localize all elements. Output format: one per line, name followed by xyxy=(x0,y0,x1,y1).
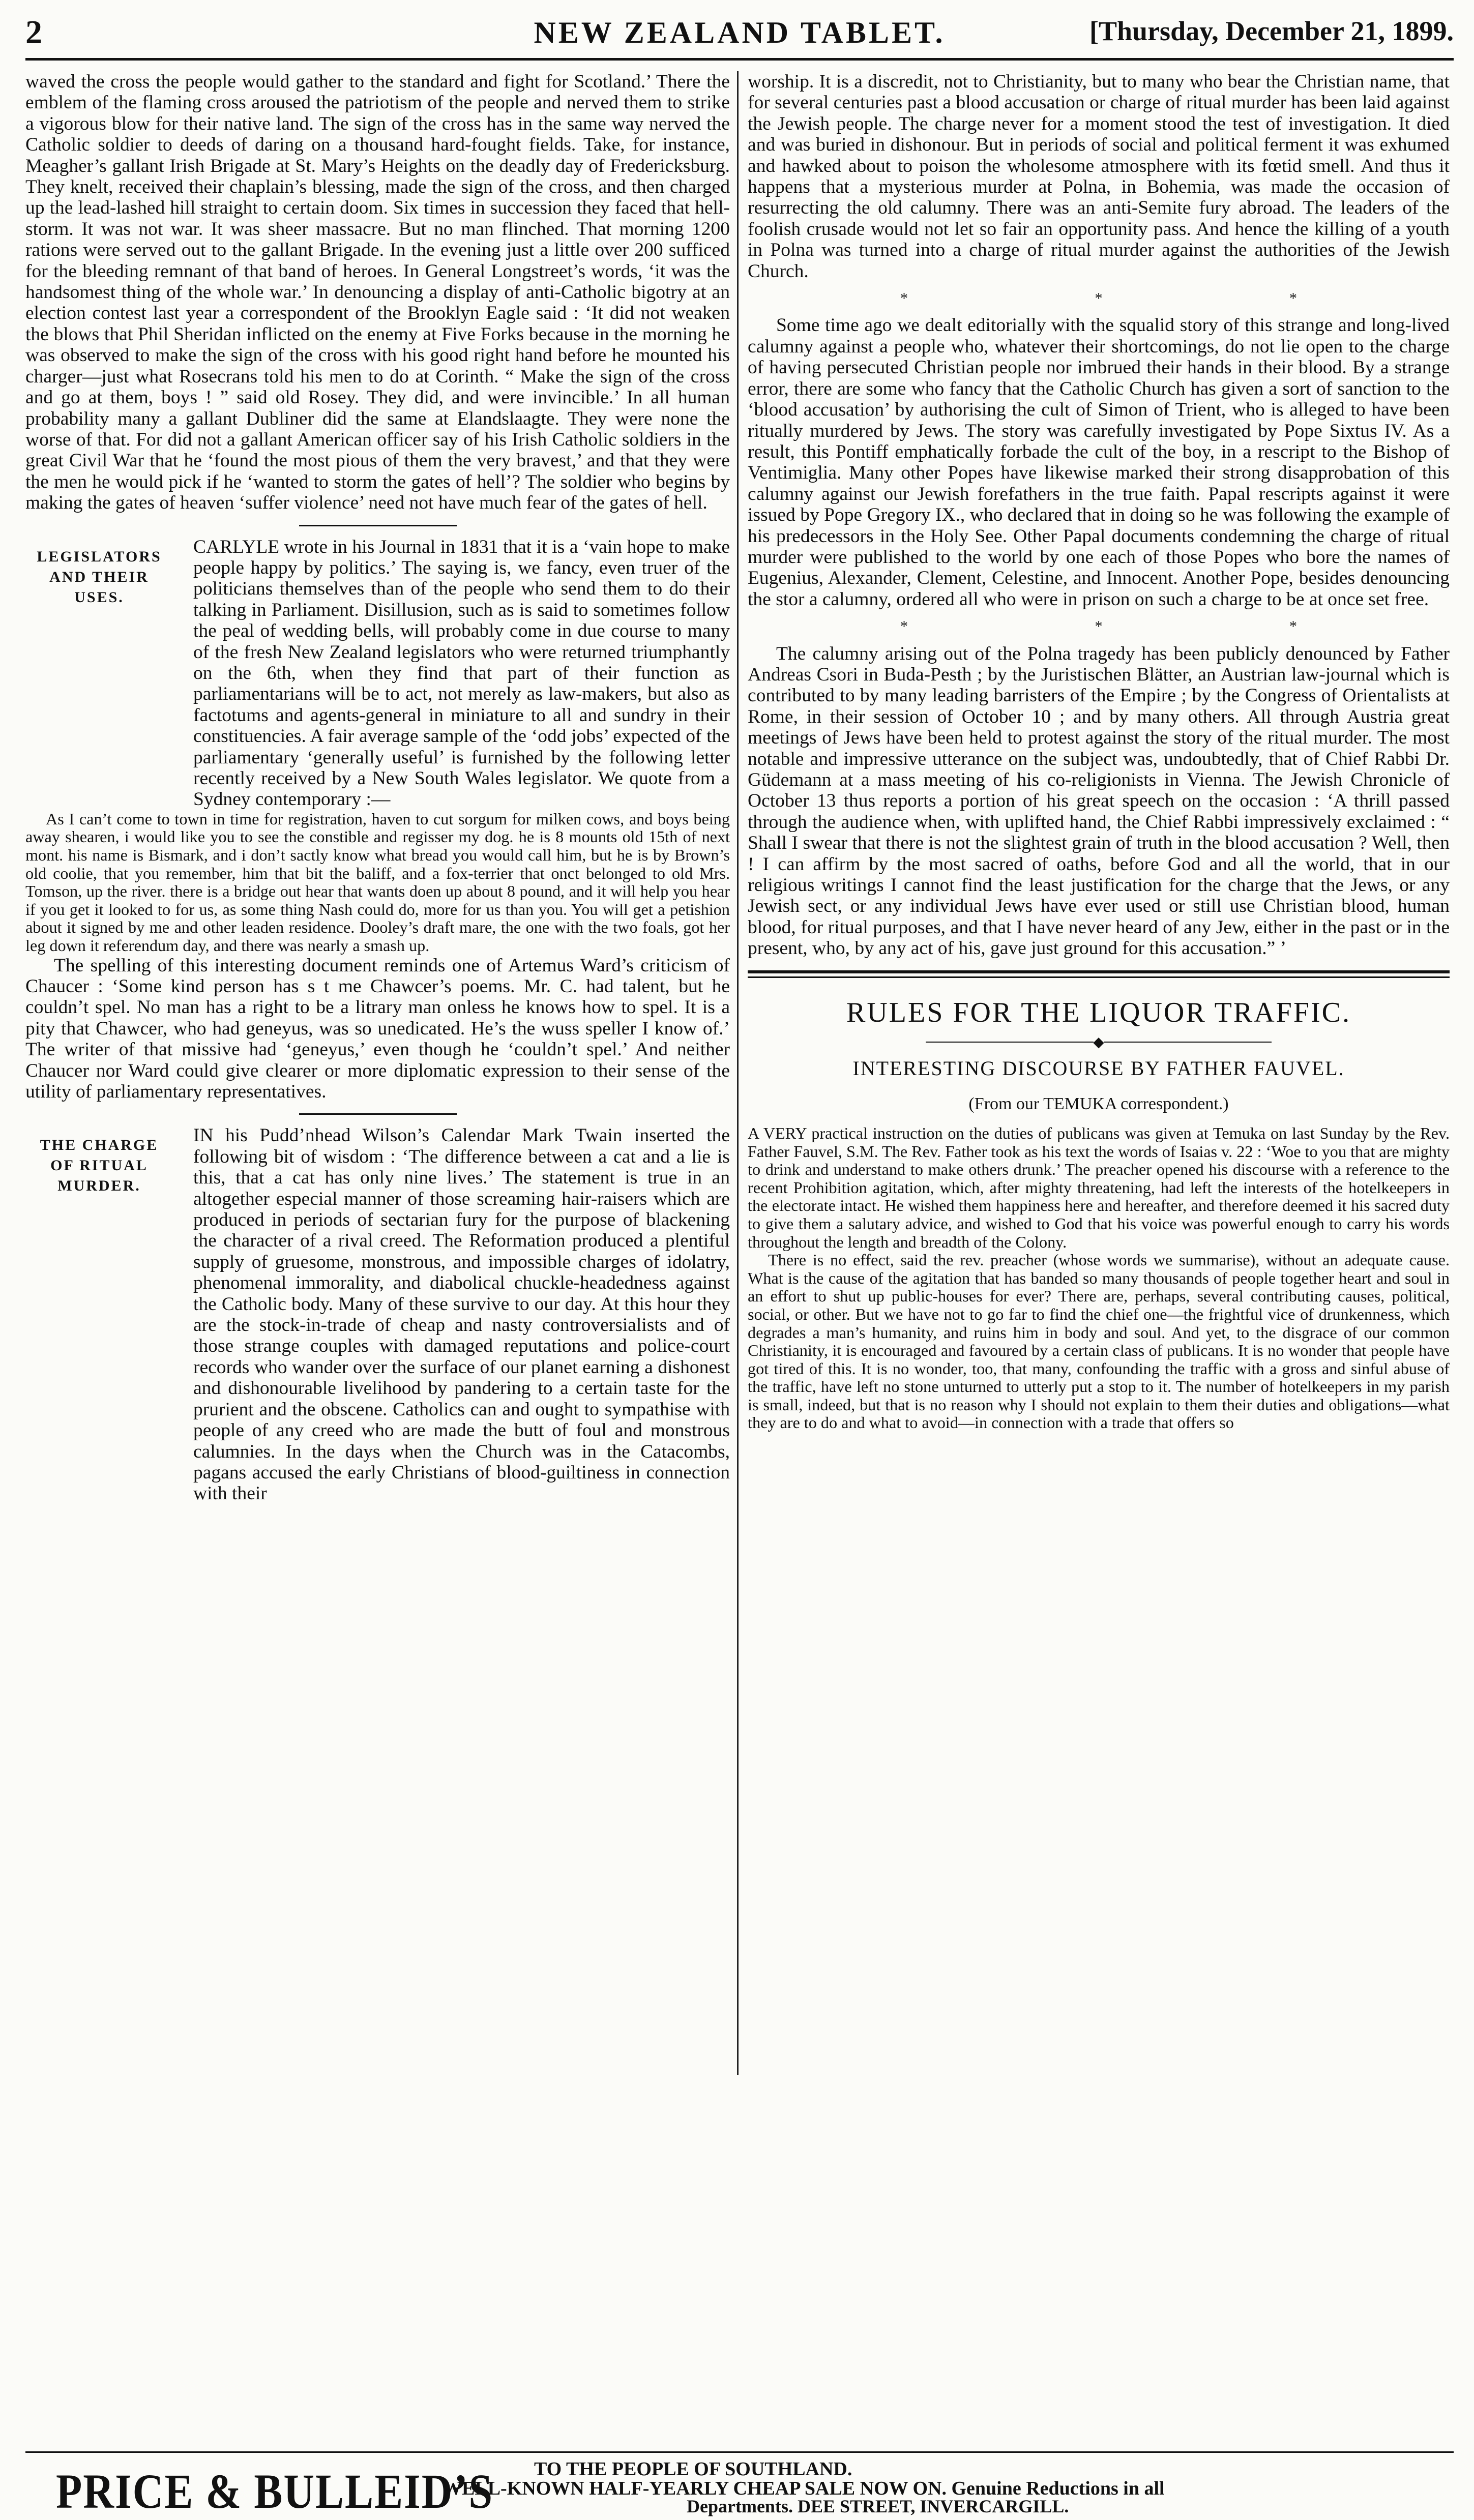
section-stars: * * * xyxy=(900,290,1389,307)
constituent-letter xyxy=(25,810,730,955)
legislators-paragraph: CARLYLE wrote in his Journal in 1831 that it is a ‘vain hope to make people happy by politics.’ The saying is, we fancy, even truer of the politicians themselves than of the people who send them to do their talking in Parliament. Disillusion, such as is said to sometimes follow the peal of wedding bells, will probably come in due course to many of the fresh New Zealand legislators who were returned triumphantly on the 6th, when they find that part of their function as parliamentarians will be to act, not merely as law-makers, but also as factotums and agents-general in miniature to all and sundry in their constituencies. A fair average sample of the ‘odd jobs’ expected of the parliamentary ‘generally useful’ is furnished by the following letter recently received by a New South Wales legislator. We quote from a Sydney contemporary :— xyxy=(193,536,730,810)
masthead xyxy=(25,9,1454,61)
issue-date: [Thursday, December 21, 1899. xyxy=(1089,16,1454,46)
legislators-section xyxy=(25,537,730,1103)
liquor-article xyxy=(748,1124,1450,1432)
liquor-headline: RULES FOR THE LIQUOR TRAFFIC. xyxy=(846,996,1351,1028)
newspaper-title: NEW ZEALAND TABLET. xyxy=(534,16,946,49)
correspondent-credit: (From our TEMUKA correspondent.) xyxy=(968,1094,1229,1113)
legislators-side-heading: LEGISLATORS AND THEIR USES. xyxy=(37,548,162,606)
chaucer-paragraph: The spelling of this interesting document reminds one of Artemus Ward’s criticism of Chaucer : ‘Some kind person has s t me Chawcer’s poems. Mr. C. had talent, but he couldn’t spel. No man has a right to be a litrary man onless he knows how to spel. It is a pity that Chawcer, who had geneyus, was so unedicated. He’s the wuss speller I know of.’ The writer of that missive had ‘geneyus,’ even though he ‘couldn’t spel.’ And neither Chaucer nor Ward could give clearer or more diplomatic expression to their sense of the utility of parliamentary representatives. xyxy=(25,955,730,1102)
polna-paragraph: worship. It is a discredit, not to Christianity, but to many who bear the Christian name, that for several centuries past a blood accusation or charge of ritual murder has been laid against the Jewish people. The charge never for a moment stood the test of investigation. It died and was buried in dishonour. But in periods of social and political ferment it was exhumed and hawked about to poison the wholesome atmosphere with its fœtid smell. And thus it happens that a mysterious murder at Polna, in Bohemia, was made the occasion of resurrecting the old calumny. There was an anti-Semite fury abroad. The leaders of the foolish crusade would not let so fair an opportunity pass. And hence the killing of a youth in Polna was turned into a charge of ritual murder against the authorities of the Jewish Church. xyxy=(748,71,1450,282)
ritual-murder-section xyxy=(25,1125,730,1504)
letter-text: As I can’t come to town in time for registration, haven to cut sorgum for milken cows, and boys being away shearen, i would like you to see the constible and regisser my dog. he is 8 mounts old 15th of next mont. his name is Bismark, and i don’t sactly know what bread you would call him, but he is by Brown’s old coolie, that you remember, him that bit the baliff, and a fox-terrier that onct belonged to old Mrs. Tomson, up the river. there is a bridge out hear that wants doen up about 8 pound, and it will help you hear if you get it looked to for us, as some thing Nash could do, more for us than you. You will get a petishion about it signed by me and other leaden residence. Dooley’s draft mare, the one with the two foals, got her leg down it referendum day, and there was nearly a smash up. xyxy=(25,809,730,955)
ad-line: WELL-KNOWN HALF-YEARLY CHEAP SALE NOW ON. Genuine Reductions in all xyxy=(443,2478,1165,2499)
chaucer-block xyxy=(25,955,730,1103)
sign-of-cross-paragraph: waved the cross the people would gather to the standard and fight for Scotland.’ There the emblem of the flaming cross aroused the patriotism of the people and nerved them to strike a vigorous blow for their native land. The sign of the cross has in the same way nerved the Catholic soldier to deeds of daring on a thousand hard-fought fields. Take, for instance, Meagher’s gallant Irish Brigade at St. Mary’s Heights on the deadly day of Fredericksburg. They knelt, received their chaplain’s blessing, made the sign of the cross, and then charged up the lead-lashed hill straight to certain doom. Six times in succession they faced that hell-storm. It was not war. It was sheer massacre. But no man flinched. That morning 1200 rations were served out to the gallant Brigade. In the evening just a little over 200 sufficed for the bleeding remnant of that band of heroes. In General Longstreet’s words, ‘it was the handsomest thing of the whole war.’ In denouncing a display of anti-Catholic bigotry at an election contest last year a correspondent of the Brooklyn Eagle said : ‘It did not weaken the blows that Phil Sheridan inflicted on the enemy at Five Forks because in the morning he was observed to make the sign of the cross with his good right hand before he mounted his charger—just what Rosecrans told his men to do at Corinth. “ Make the sign of the cross and go at them, boys ! ” said old Rosey. They did, and were invincible.’ In all human probability many a gallant Dubliner did the same at Elandslaagte. They were none the worse of that. For did not a gallant American officer say of his Irish Catholic soldiers in the great Civil War that he ‘found the most pious of them the very bravest,’ and that they were the men he would pick if he ‘wanted to storm the gates of hell’? The soldier who begins by making the gates of heaven ‘suffer violence’ need not have much fear of the gates of hell. xyxy=(25,71,730,514)
ad-line: Departments. DEE STREET, INVERCARGILL. xyxy=(687,2496,1069,2516)
column-divider xyxy=(737,71,739,2075)
section-stars: * * * xyxy=(900,618,1389,635)
ad-line: TO THE PEOPLE OF SOUTHLAND. xyxy=(534,2458,852,2480)
section-rule xyxy=(299,525,457,526)
liquor-paragraph: There is no effect, said the rev. preacher (whose words we summarise), without an adequate cause. What is the cause of the agitation that has banded so many thousands of people together heart and soul in an effort to shut up public-houses for ever? There are, perhaps, several contributing causes, political, social, or other. But we have not to go far to find the chief one—the frightful vice of drunkenness, which degrades a man’s humanity, and ruins him in body and soul. And yet, to the disgrace of our common Christianity, it is encouraged and favoured by a certain class of publicans. It is no wonder that people have got tired of this. It is no wonder, too, that many, confounding the traffic with a gross and sinful abuse of the traffic, have left no stone unturned to utterly put a stop to it. The number of hotelkeepers in my parish is small, indeed, but that is no reason why I should not explain to them their duties and obligations—what they are to do and what to avoid—in connection with a trade that offers so xyxy=(748,1251,1450,1432)
ritual-murder-paragraph: IN his Pudd’nhead Wilson’s Calendar Mark Twain inserted the following bit of wisdom : ‘The difference between a cat and a lie is this, that a cat has only nine lives.’ The statement is true in an altogether especial manner of those screaming hair-raisers which are produced in periods of sectarian fury for the purpose of blackening the character of a rival creed. The Reformation produced a plentiful supply of gruesome, monstrous, and impossible charges of idolatry, phenomenal immorality, and diabolical chuckle-headedness against the Catholic body. Many of these survive to our day. At this hour they are the stock-in-trade of cheap and nasty controversialists and of those strange couples with damaged reputations and police-court records who wander over the surface of our planet earning a dishonest and dishonourable livelihood by pandering to a certain taste for the prurient and the obscene. Catholics can and ought to sympathise with people of any creed who are made the butt of foul and monstrous calumnies. In the days when the Church was in the Catacombs, pagans accused the early Christians of blood-guiltiness in connection with their xyxy=(193,1125,730,1504)
advertiser-name: PRICE & BULLEID’S xyxy=(56,2465,494,2519)
double-rule xyxy=(748,970,1450,978)
ornament-rule: ◆ xyxy=(748,1030,1450,1053)
footer-advertisement xyxy=(25,2451,1454,2519)
liquor-subhead: INTERESTING DISCOURSE BY FATHER FAUVEL. xyxy=(852,1057,1345,1080)
section-rule xyxy=(299,1113,457,1115)
liquor-paragraph: A VERY practical instruction on the duties of publicans was given at Temuka on last Sunday by the Rev. Father Fauvel, S.M. The Rev. Father took as his text the words of Isaias v. 22 : ‘Woe to you that are mighty to drink and understand to make others drunk.’ The preacher opened his discourse with a reference to the recent Prohibition agitation, which, after mighty threatening, had left the interests of the hotelkeepers in the electorate intact. He wished them happiness here and hereafter, and therefore deemed it his sacred duty to give them a salutary advice, and wished to God that his voice was powerful enough to carry his words throughout the length and breadth of the Colony. xyxy=(748,1123,1450,1251)
page-number: 2 xyxy=(25,14,42,51)
ritual-murder-side-heading: THE CHARGE OF RITUAL MURDER. xyxy=(40,1137,159,1195)
left-column xyxy=(25,71,730,2477)
right-column xyxy=(748,71,1450,2477)
papal-paragraph: Some time ago we dealt editorially with the squalid story of this strange and long-lived calumny against a people who, whatever their shortcomings, do not lie open to the charge of having persecuted Christian people nor imbrued their hands in their blood. By a strange error, there are some who fancy that the Catholic Church has given a sort of sanction to the ‘blood accusation’ by authorising the cult of Simon of Trient, who is alleged to have been ritually murdered by Jews. The story was carefully investigated by Pope Sixtus IV. As a result, this Pontiff emphatically forbade the cult of the boy, in a rescript to the Bishop of Ventimiglia. Many other Popes have likewise marked their strong disapprobation of this calumny against our Jewish forefathers in the true faith. Papal rescripts against it were issued by Pope Gregory IX., who declared that in doing so he was following the example of his predecessors in the Holy See. Other Papal documents condemning the charge of ritual murder were published to the world by one each of those Popes who bore the names of Eugenius, Alexander, Clement, Celestine, and Innocent. Another Pope, besides denouncing the stor a calumny, ordered all who were in prison on such a charge to be at once set free. xyxy=(748,315,1450,610)
rabbi-paragraph: The calumny arising out of the Polna tragedy has been publicly denounced by Father Andreas Csori in Buda-Pesth ; by the Juristischen Blätter, an Austrian law-journal which is contributed to by many leading barristers of the Empire ; by the Congress of Orientalists at Rome, in their session of October 10 ; and by many others. All through Austria great meetings of Jews have been held to protest against the story of the ritual murder. The most notable and impressive utterance on the subject was, undoubtedly, that of Chief Rabbi Dr. Güdemann at a mass meeting of his co-religionists in Vienna. The Jewish Chronicle of October 13 thus reports a portion of his great speech on the occasion : ‘A thrill passed through the audience when, with uplifted hand, the Chief Rabbi impressively exclaimed : “ Shall I swear that there is not the slightest grain of truth in the blood accusation ? Well, then ! I can affirm by the most sacred of oaths, before God and all the world, that in our religious writings I cannot find the least justification for the charge that the Jews, or any Jewish sect, or any individual Jews have ever used or still use Christian blood, human blood, for ritual purposes, and that I have never heard of any Jew, either in the past or in the present, who, by any act of his, gave just ground for this accusation.” ’ xyxy=(748,643,1450,959)
